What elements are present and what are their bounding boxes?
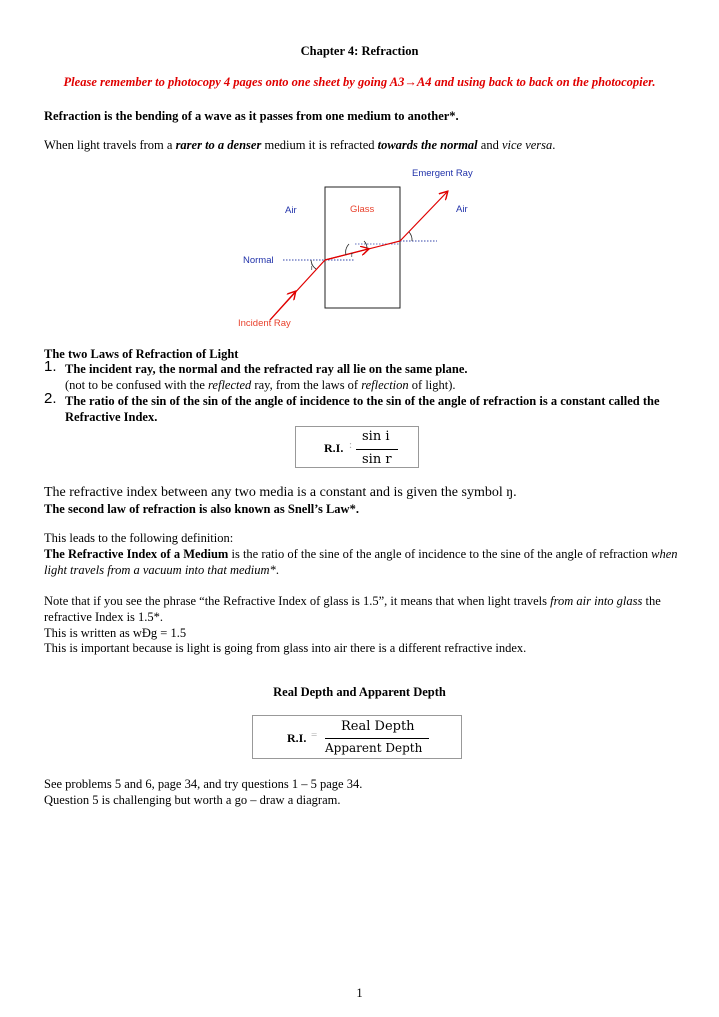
- note-important-line: This is important because is light is going from glass into air there is a different refractive index.: [44, 641, 527, 655]
- label-air-right: Air: [456, 204, 468, 215]
- note-text-a: Note that if you see the phrase “the Refractive Index of glass is 1.5”, it means that when light travels: [44, 594, 551, 608]
- intro-text-a: When light travels from a: [44, 138, 176, 152]
- law-1-note-e: of light).: [408, 378, 456, 392]
- angle-arc-exit: [409, 232, 412, 241]
- law-1-number: 1.: [44, 358, 57, 375]
- law-1-note-d: reflection: [361, 378, 409, 392]
- depth-heading: Real Depth and Apparent Depth: [273, 685, 446, 699]
- law-1-text: The incident ray, the normal and the refracted ray all lie on the same plane.: [65, 362, 468, 376]
- ri-def-rest: is the ratio of the sine of the angle of incidence to the sine of the angle of refraction: [228, 547, 652, 561]
- label-incident-ray: Incident Ray: [238, 318, 291, 329]
- formula-1-lhs: R.I.: [324, 441, 344, 455]
- intro-text-d: towards the normal: [377, 138, 478, 152]
- formula-2-numerator: Real Depth: [341, 719, 415, 734]
- problems-line-2: Question 5 is challenging but worth a go – draw a diagram.: [44, 793, 341, 807]
- label-emergent-ray: Emergent Ray: [412, 168, 473, 179]
- law-1-note-b: reflected: [208, 378, 252, 392]
- laws-heading: The two Laws of Refraction of Light: [44, 347, 239, 361]
- ri-medium-definition: [44, 546, 684, 578]
- formula-2-denominator: Apparent Depth: [325, 741, 423, 755]
- law-1-note: [65, 377, 685, 393]
- intro-text-g: .: [552, 138, 556, 152]
- formula-1-fraction-bar: [356, 449, 398, 450]
- intro-text-c: medium it is refracted: [261, 138, 378, 152]
- formula-1-denominator: sin r: [362, 452, 392, 467]
- note-written-line: This is written as wĐg = 1.5: [44, 626, 187, 640]
- problems-line-1: See problems 5 and 6, page 34, and try questions 1 – 5 page 34.: [44, 777, 363, 791]
- page-number: 1: [356, 986, 363, 1000]
- label-normal: Normal: [243, 255, 274, 266]
- angle-label-incidence: i: [311, 265, 313, 272]
- ri-def-bold: The Refractive Index of a Medium: [44, 547, 229, 561]
- ri-def-italic: when light travels from a vacuum into that medium*: [44, 547, 678, 577]
- intro-text-b: rarer to a denser: [175, 138, 262, 152]
- label-air-left: Air: [285, 205, 297, 216]
- snells-law-line: The second law of refraction is also known as Snell’s Law*.: [44, 502, 359, 516]
- formula-2-lhs: R.I.: [287, 731, 307, 745]
- law-2-number: 2.: [44, 390, 57, 407]
- law-2: [44, 390, 684, 425]
- note-text-b: from air into glass: [550, 594, 643, 608]
- page-title: Chapter 4: Refraction: [300, 44, 419, 58]
- law-1-note-a: (not to be confused with the: [65, 378, 209, 392]
- label-glass: Glass: [350, 204, 375, 215]
- formula-ri-depth: R.I. = Real Depth Apparent Depth: [252, 715, 462, 759]
- law-1-note-c: ray, from the laws of: [251, 378, 362, 392]
- emergent-ray: [400, 192, 447, 241]
- intro-paragraph: [44, 137, 684, 153]
- law-2-text: The ratio of the sin of the sin of the angle of incidence to the sin of the angle of refraction is a constant called the Refractive Index.: [65, 394, 660, 424]
- leads-line: This leads to the following definition:: [44, 531, 234, 545]
- note-paragraph: [44, 593, 684, 625]
- formula-ri-sin: R.I. : sin i sin r: [295, 426, 419, 468]
- formula-2-fraction-bar: [325, 738, 429, 739]
- intro-text-f: vice versa: [501, 138, 553, 152]
- note-text-c: the refractive Index is 1.5*.: [44, 594, 661, 624]
- photocopy-reminder: Please remember to photocopy 4 pages onto one sheet by going A3→A4 and using back to back on the photocopier.: [63, 75, 656, 89]
- angle-label-refraction: r: [351, 252, 354, 259]
- formula-1-numerator: sin i: [362, 429, 390, 444]
- intro-text-e: and: [477, 138, 502, 152]
- ri-symbol-line: The refractive index between any two media is a constant and is given the symbol ŋ.: [44, 485, 517, 500]
- incident-ray-arrow: [270, 292, 295, 320]
- refraction-definition: Refraction is the bending of a wave as it passes from one medium to another*.: [44, 109, 459, 123]
- ri-def-end: .: [275, 563, 279, 577]
- refraction-diagram: [225, 160, 525, 335]
